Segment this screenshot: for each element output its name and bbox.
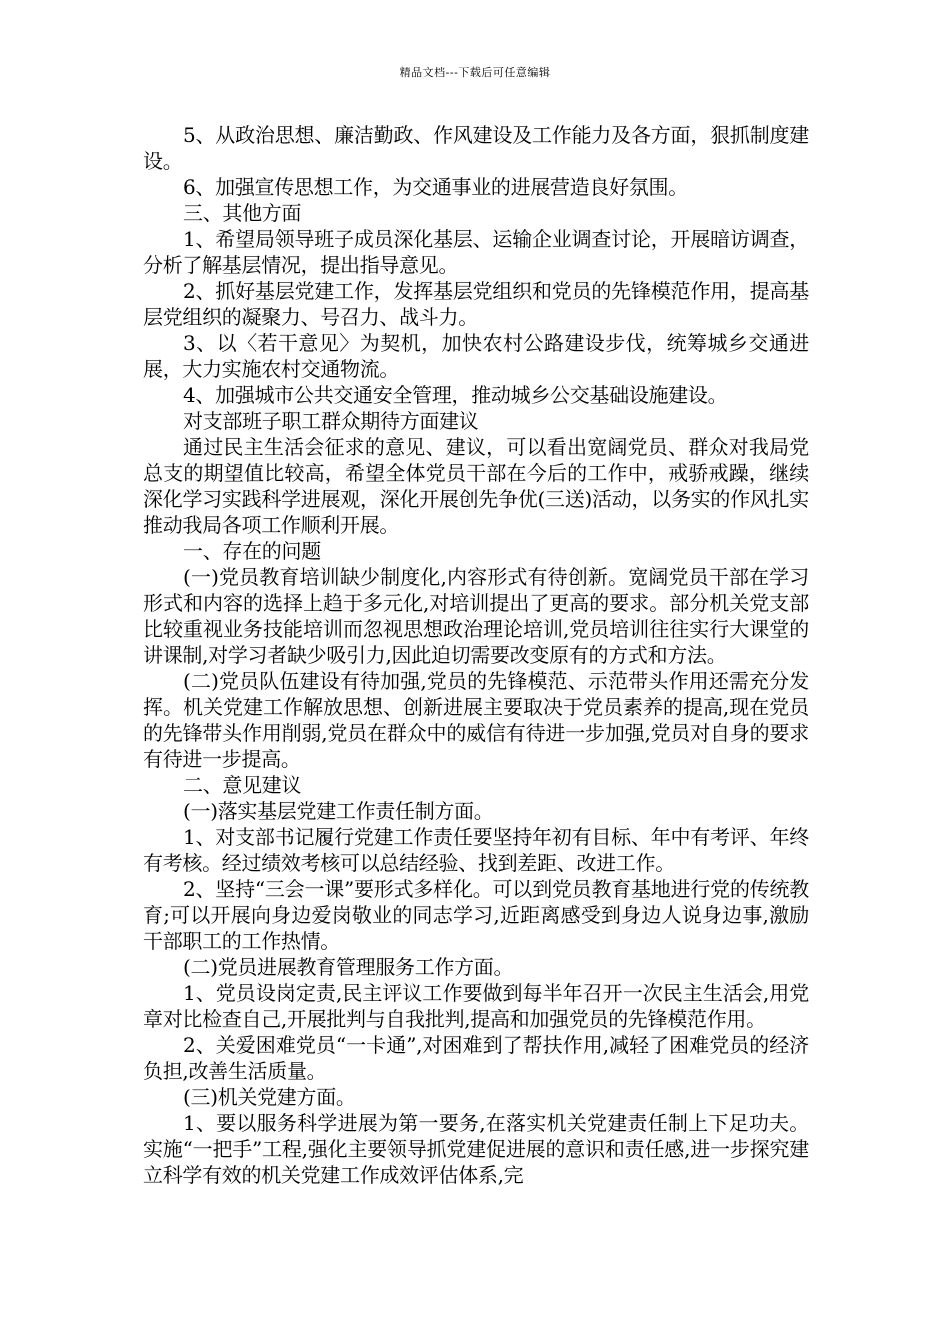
- sub-heading: (一)落实基层党建工作责任制方面。: [183, 799, 494, 823]
- paragraph: 4、加强城市公共交通安全管理，推动城乡公交基础设施建设。: [183, 383, 728, 407]
- section-heading: 二、意见建议: [183, 773, 302, 797]
- paragraph: 2、关爱困难党员“一卡通”,对困难到了帮扶作用,减轻了困难党员的经济负担,改善生活质量。: [143, 1033, 809, 1083]
- section-heading: 三、其他方面: [183, 201, 302, 225]
- paragraph: 1、对支部书记履行党建工作责任要坚持年初有目标、年中有考评、年终有考核。经过绩效考核可以总结经验、找到差距、改进工作。: [143, 825, 809, 875]
- page-header: 精品文档---下载后可任意编辑: [399, 66, 551, 79]
- sub-heading: (二)党员进展教育管理服务工作方面。: [183, 955, 514, 979]
- paragraph: 1、党员设岗定责,民主评议工作要做到每半年召开一次民主生活会,用党章对比检查自己,开展批判与自我批判,提高和加强党员的先锋模范作用。: [143, 981, 809, 1031]
- sub-heading: (三)机关党建方面。: [183, 1085, 356, 1109]
- section-heading: 一、存在的问题: [183, 539, 321, 563]
- paragraph: (一)党员教育培训缺少制度化,内容形式有待创新。宽阔党员干部在学习形式和内容的选择上趋于多元化,对培训提出了更高的要求。部分机关党支部比较重视业务技能培训而忽视思想政治理论培训,党员培训往往实行大课堂的讲课制,对学习者缺少吸引力,因此迫切需要改变原有的方式和方法。: [143, 565, 809, 667]
- paragraph: 3、以〈若干意见〉为契机，加快农村公路建设步伐，统筹城乡交通进展，大力实施农村交通物流。: [143, 331, 809, 381]
- paragraph: 2、抓好基层党建工作，发挥基层党组织和党员的先锋模范作用，提高基层党组织的凝聚力、号召力、战斗力。: [143, 279, 809, 329]
- document-body: [143, 122, 809, 1188]
- paragraph: (二)党员队伍建设有待加强,党员的先锋模范、示范带头作用还需充分发挥。机关党建工作解放思想、创新进展主要取决于党员素养的提高,现在党员的先锋带头作用削弱,党员在群众中的威信有待进一步加强,党员对自身的要求有待进一步提高。: [143, 669, 809, 771]
- paragraph: 5、从政治思想、廉洁勤政、作风建设及工作能力及各方面，狠抓制度建设。: [143, 123, 809, 173]
- paragraph: 2、坚持“三会一课”要形式多样化。可以到党员教育基地进行党的传统教育;可以开展向身边爱岗敬业的同志学习,近距离感受到身边人说身边事,激励干部职工的工作热情。: [143, 877, 809, 953]
- paragraph: 1、希望局领导班子成员深化基层、运输企业调查讨论，开展暗访调查，分析了解基层情况，提出指导意见。: [143, 227, 809, 277]
- paragraph: 1、要以服务科学进展为第一要务,在落实机关党建责任制上下足功夫。实施“一把手”工程,强化主要领导抓党建促进展的意识和责任感,进一步探究建立科学有效的机关党建工作成效评估体系,完: [143, 1111, 809, 1187]
- section-heading: 对支部班子职工群众期待方面建议: [183, 409, 479, 433]
- paragraph: 6、加强宣传思想工作，为交通事业的进展营造良好氛围。: [183, 175, 688, 199]
- paragraph: 通过民主生活会征求的意见、建议，可以看出宽阔党员、群众对我局党总支的期望值比较高，希望全体党员干部在今后的工作中，戒骄戒躁，继续深化学习实践科学进展观，深化开展创先争优(三送)活动，以务实的作风扎实推动我局各项工作顺利开展。: [143, 435, 809, 537]
